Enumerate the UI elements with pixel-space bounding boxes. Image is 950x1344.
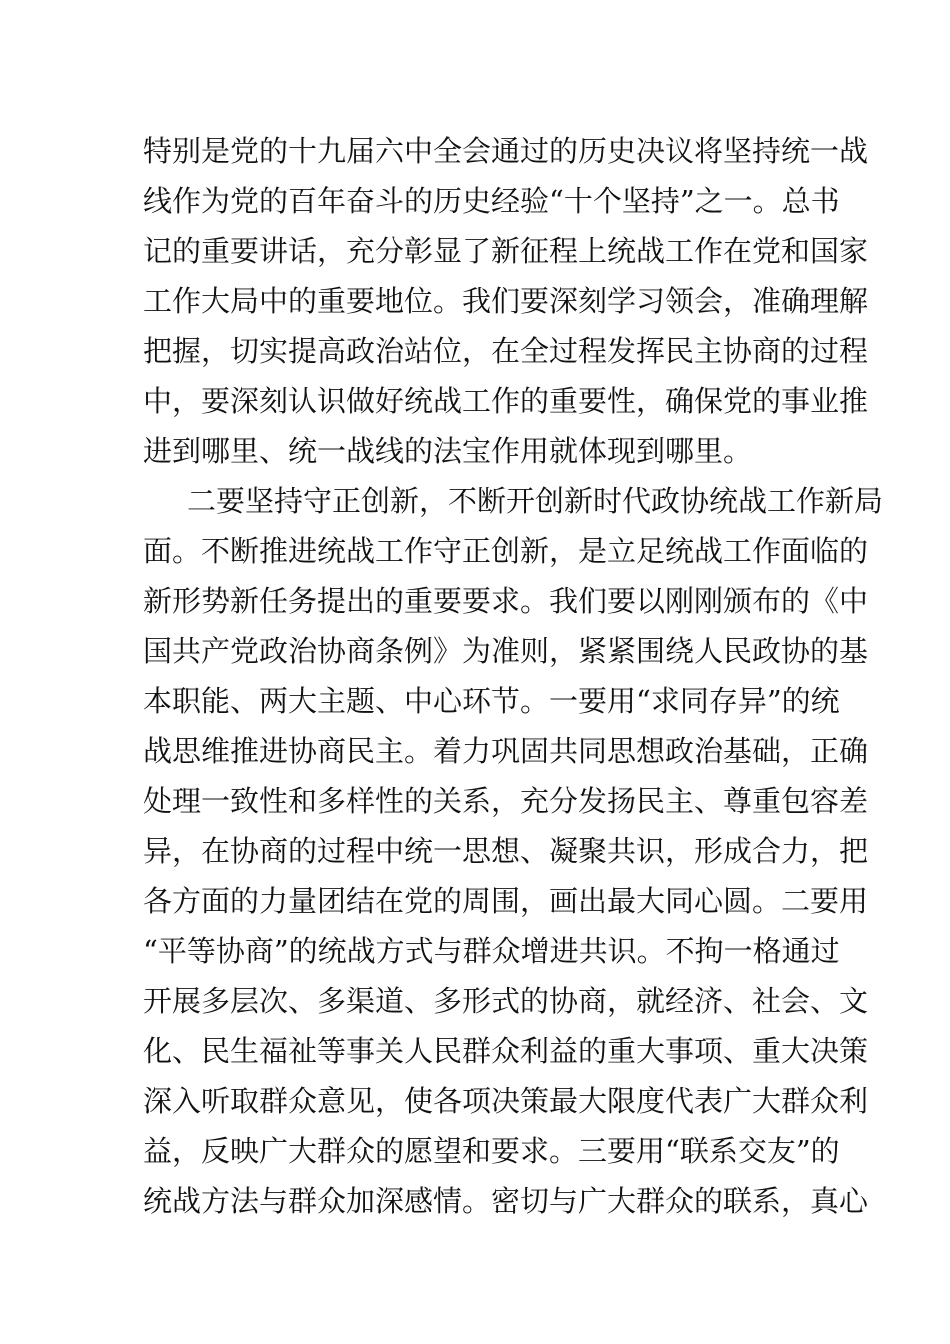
- text-line-11: 国共产党政治协商条例》为准则，紧紧围绕人民政协的基: [143, 634, 869, 668]
- text-line-5: 把握，切实提高政治站位，在全过程发挥民主协商的过程: [143, 334, 869, 368]
- text-line-16: 各方面的力量团结在党的周围，画出最大同心圆。二要用: [143, 884, 869, 918]
- text-line-10: 新形势新任务提出的重要要求。我们要以刚刚颁布的《中: [143, 584, 869, 618]
- text-line-14: 处理一致性和多样性的关系，充分发扬民主、尊重包容差: [143, 784, 869, 818]
- text-line-18: 开展多层次、多渠道、多形式的协商，就经济、社会、文: [143, 984, 869, 1018]
- text-line-21: 益，反映广大群众的愿望和要求。三要用“联系交友”的: [143, 1134, 840, 1168]
- text-line-12: 本职能、两大主题、中心环节。一要用“求同存异”的统: [143, 684, 840, 718]
- body-text: [143, 126, 884, 1226]
- text-line-3: 记的重要讲话，充分彰显了新征程上统战工作在党和国家: [143, 234, 869, 268]
- text-line-19: 化、民生福祉等事关人民群众利益的重大事项、重大决策: [143, 1034, 869, 1068]
- text-line-7: 进到哪里、统一战线的法宝作用就体现到哪里。: [143, 434, 753, 468]
- text-line-17: “平等协商”的统战方式与群众增进共识。不拘一格通过: [143, 934, 840, 968]
- text-line-4: 工作大局中的重要地位。我们要深刻学习领会，准确理解: [143, 284, 869, 318]
- text-line-20: 深入听取群众意见，使各项决策最大限度代表广大群众利: [143, 1084, 869, 1118]
- text-line-13: 战思维推进协商民主。着力巩固共同思想政治基础，正确: [143, 734, 869, 768]
- text-line-2: 线作为党的百年奋斗的历史经验“十个坚持”之一。总书: [143, 184, 840, 218]
- text-line-15: 异，在协商的过程中统一思想、凝聚共识，形成合力，把: [143, 834, 869, 868]
- text-line-6: 中，要深刻认识做好统战工作的重要性，确保党的事业推: [143, 384, 869, 418]
- text-line-22: 统战方法与群众加深感情。密切与广大群众的联系，真心: [143, 1184, 869, 1218]
- text-line-9: 面。不断推进统战工作守正创新，是立足统战工作面临的: [143, 534, 869, 568]
- text-line-1: 特别是党的十九届六中全会通过的历史决议将坚持统一战: [143, 134, 869, 168]
- text-line-8: 二要坚持守正创新，不断开创新时代政协统战工作新局: [187, 484, 884, 518]
